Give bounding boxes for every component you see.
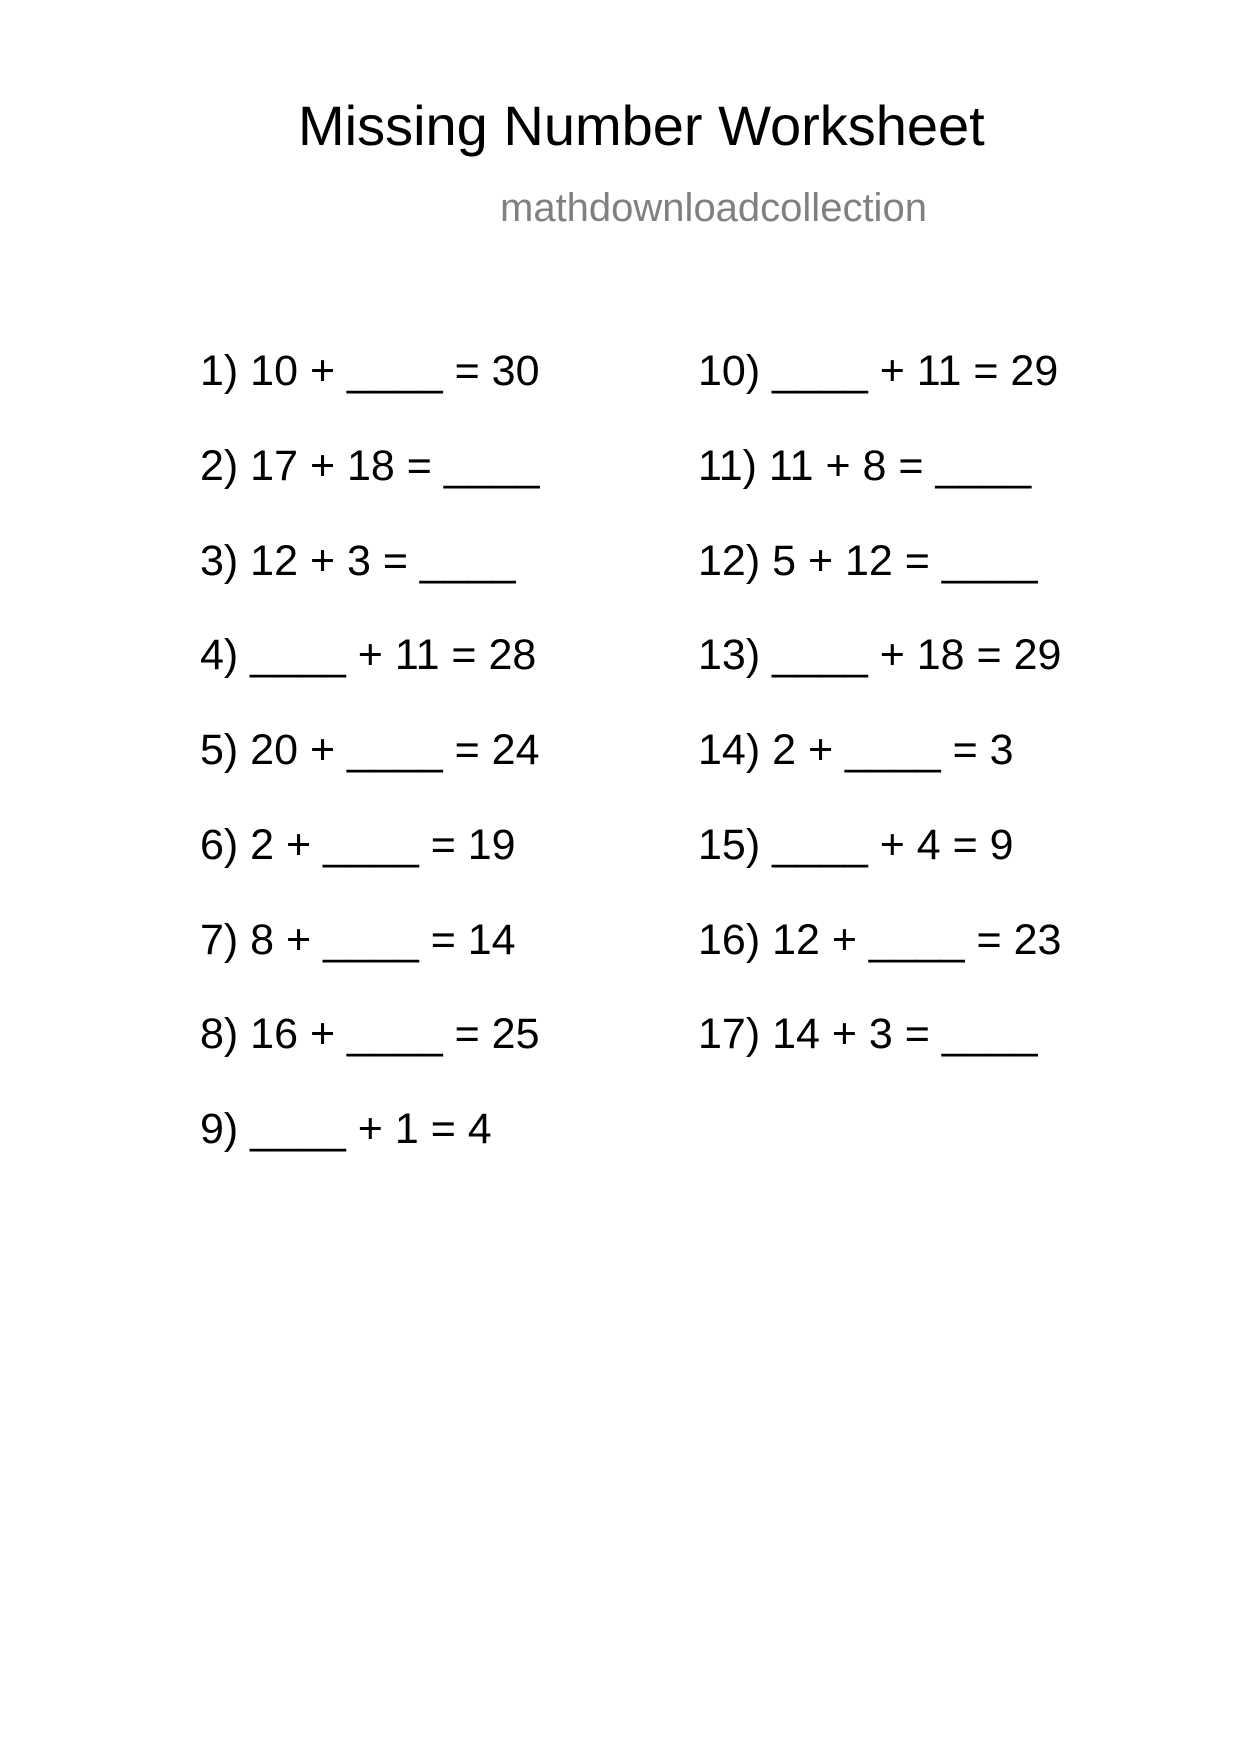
problem-9: 9) ____ + 1 = 4 (200, 1105, 492, 1153)
problem-2: 2) 17 + 18 = ____ (200, 442, 540, 490)
problem-11: 11) 11 + 8 = ____ (698, 442, 1032, 490)
problem-3: 3) 12 + 3 = ____ (200, 537, 516, 585)
problem-12: 12) 5 + 12 = ____ (698, 537, 1038, 585)
problem-5: 5) 20 + ____ = 24 (200, 726, 540, 774)
problem-1: 1) 10 + ____ = 30 (200, 347, 540, 395)
worksheet-subtitle: mathdownloadcollection (500, 186, 927, 230)
problem-4: 4) ____ + 11 = 28 (200, 631, 537, 679)
problem-17: 17) 14 + 3 = ____ (698, 1010, 1038, 1058)
problem-7: 7) 8 + ____ = 14 (200, 916, 516, 964)
problem-13: 13) ____ + 18 = 29 (698, 631, 1062, 679)
problem-14: 14) 2 + ____ = 3 (698, 726, 1014, 774)
worksheet-title: Missing Number Worksheet (298, 94, 985, 157)
problem-8: 8) 16 + ____ = 25 (200, 1010, 540, 1058)
problem-6: 6) 2 + ____ = 19 (200, 821, 516, 869)
problem-15: 15) ____ + 4 = 9 (698, 821, 1014, 869)
problem-16: 16) 12 + ____ = 23 (698, 916, 1062, 964)
problem-10: 10) ____ + 11 = 29 (698, 347, 1059, 395)
